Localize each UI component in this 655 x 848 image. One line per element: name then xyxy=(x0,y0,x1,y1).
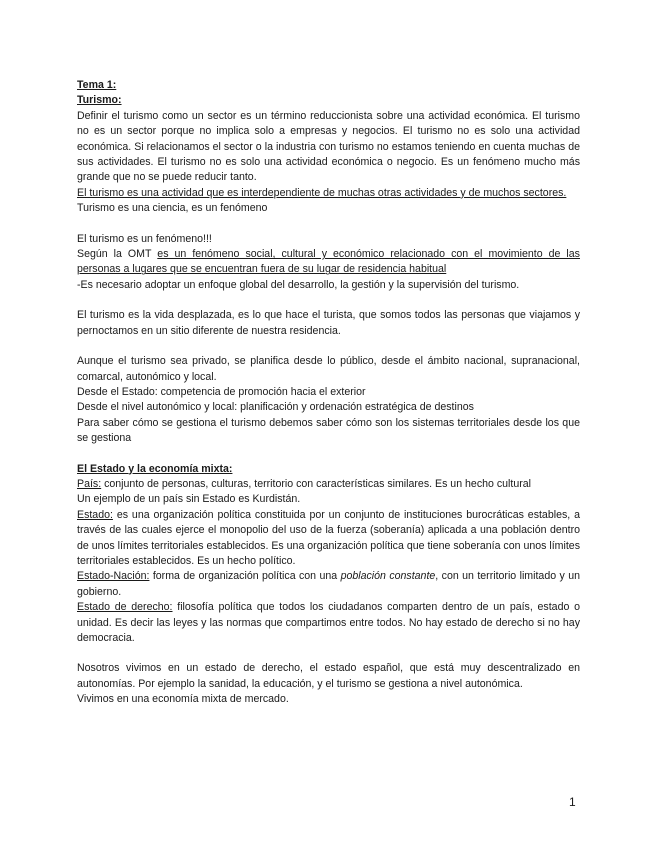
paragraph-sistemas-territoriales: Para saber cómo se gestiona el turismo debemos saber cómo son los sistemas territoriales desde los que se gestiona xyxy=(77,416,580,445)
paragraph-ciencia: Turismo es una ciencia, es un fenómeno xyxy=(77,202,268,215)
paragraph-pais xyxy=(77,477,580,492)
def-pais: conjunto de personas, culturas, territorio con características similares. Es un hecho cultural xyxy=(101,477,531,490)
paragraph-definicion: Definir el turismo como un sector es un término reduccionista sobre una actividad económica. El turismo no es un sector porque no implica solo a empresas y negocios. El turismo no es solo una actividad económica. Si relacionamos el sector o la industria con turismo no estamos teniendo en cuenta muchas de sus actividades. El turismo no es solo una actividad económica o negocio. Es un fenómeno mucho más grande que no se puede reducir tanto. xyxy=(77,109,580,184)
omt-intro: Según la OMT xyxy=(77,248,158,261)
paragraph-estado xyxy=(77,508,580,570)
def-estado: es una organización política constituida por un conjunto de instituciones burocráticas estables, a través de las cuales ejerce el monopolio del uso de la fuerza (soberanía) aplicada a una población dentro de unos límites territoriales establecidos. Es una organización política que tiene soberanía con unos límites territoriales establecidos. Es un hecho político. xyxy=(77,508,580,567)
paragraph-kurdistan: Un ejemplo de un país sin Estado es Kurdistán. xyxy=(77,493,301,506)
document-body xyxy=(77,78,580,708)
paragraph-omt xyxy=(77,247,580,278)
paragraph-estado-nacion xyxy=(77,569,580,600)
term-estado-nacion: Estado-Nación: xyxy=(77,570,150,583)
omt-definition: es un fenómeno social, cultural y económico relacionado con el movimiento de las personas a lugares que se encuentran fuera de su lugar de residencia habitual xyxy=(77,248,580,276)
paragraph-enfoque: -Es necesario adoptar un enfoque global del desarrollo, la gestión y la supervisión del turismo. xyxy=(77,278,520,291)
term-estado-derecho: Estado de derecho: xyxy=(77,601,173,614)
def-estado-derecho: filosofía política que todos los ciudadanos comparten dentro de un país, estado o unidad. Es decir las leyes y las normas que compartimos entre todos. No hay estado de derecho si no hay democracia. xyxy=(77,601,580,644)
heading-estado-economia: El Estado y la economía mixta: xyxy=(77,462,233,475)
page-number: 1 xyxy=(569,795,576,809)
paragraph-estado-espanol: Nosotros vivimos en un estado de derecho, el estado español, que está muy descentralizado en autonomías. Por ejemplo la sanidad, la educación, y el turismo se gestiona a nivel autonómica. xyxy=(77,662,580,690)
paragraph-vida-desplazada: El turismo es la vida desplazada, es lo que hace el turista, que somos todos las personas que viajamos y pernoctamos en un sitio diferente de nuestra residencia. xyxy=(77,309,580,337)
def-estado-nacion-1: forma de organización política con una xyxy=(149,570,341,583)
paragraph-fenomeno: El turismo es un fenómeno!!! xyxy=(77,232,212,245)
heading-turismo: Turismo: xyxy=(77,94,122,107)
paragraph-estado-promocion: Desde el Estado: competencia de promoción hacia el exterior xyxy=(77,385,366,398)
heading-tema: Tema 1: xyxy=(77,79,117,91)
paragraph-estado-derecho xyxy=(77,600,580,646)
term-estado: Estado: xyxy=(77,508,113,521)
paragraph-economia-mixta: Vivimos en una economía mixta de mercado. xyxy=(77,693,289,706)
def-estado-nacion-2: , con un territorio limitado y un gobierno. xyxy=(77,570,581,598)
paragraph-interdependiente: El turismo es una actividad que es interdependiente de muchas otras actividades y de muchos sectores. xyxy=(77,186,567,199)
paragraph-planificacion: Aunque el turismo sea privado, se planifica desde lo público, desde el ámbito nacional, supranacional, comarcal, autonómico y local. xyxy=(77,355,580,383)
def-estado-nacion-italic: población constante xyxy=(340,570,436,583)
paragraph-nivel-autonomico: Desde el nivel autonómico y local: planificación y ordenación estratégica de destinos xyxy=(77,401,474,414)
term-pais: País: xyxy=(77,477,102,490)
